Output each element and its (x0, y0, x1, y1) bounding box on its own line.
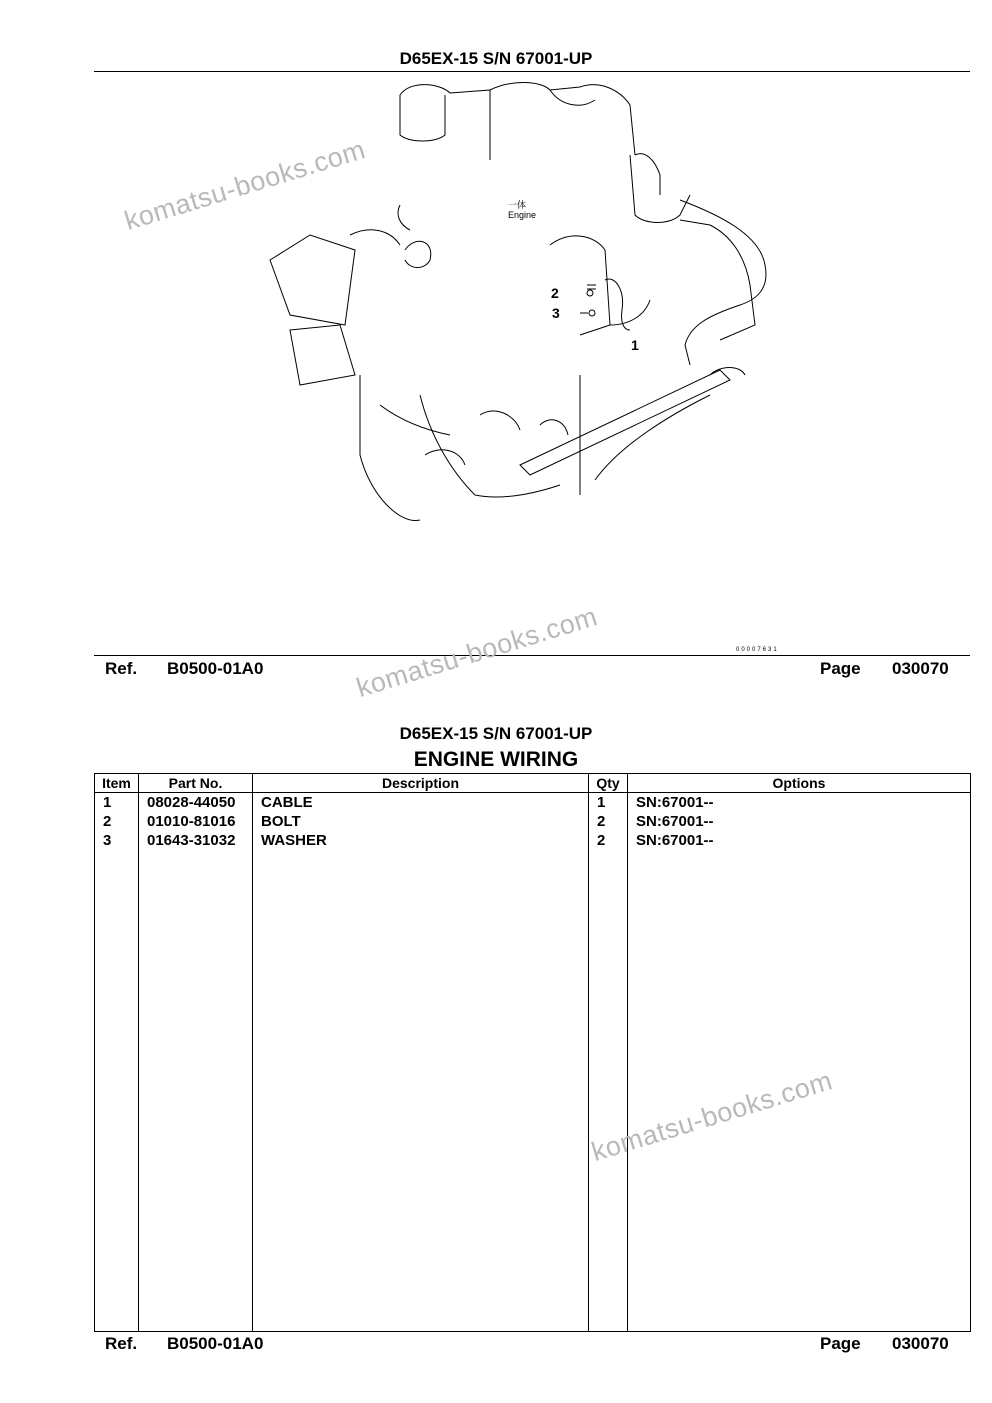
watermark-1: komatsu-books.com (120, 134, 369, 237)
cell-item: 2 (95, 812, 139, 831)
engine-label-line2: Engine (508, 210, 537, 220)
footer-rule-top (94, 655, 970, 656)
drawing-code: 00007631 (736, 647, 779, 653)
engine-label-line1: 一体 (508, 200, 527, 210)
header-item: Item (95, 774, 139, 793)
watermark-3: komatsu-books.com (587, 1065, 836, 1168)
header-part-no: Part No. (139, 774, 253, 793)
callout-1: 1 (631, 337, 639, 353)
ref-label-bottom: Ref. (105, 1334, 138, 1353)
cell-item: 1 (95, 793, 139, 813)
page-label-bottom: Page (820, 1334, 861, 1353)
table-row (95, 812, 971, 831)
cell-options: SN:67001-- (628, 812, 971, 831)
section-title: ENGINE WIRING (413, 748, 579, 771)
page-label-top: Page (820, 659, 861, 678)
watermark-2: komatsu-books.com (352, 601, 601, 704)
callout-2: 2 (551, 285, 559, 301)
cell-qty: 1 (589, 793, 628, 813)
cell-part-no: 01010-81016 (139, 812, 253, 831)
header-options: Options (628, 774, 971, 793)
cell-qty: 2 (589, 831, 628, 850)
page-value-bottom: 030070 (892, 1334, 949, 1353)
ref-value-bottom: B0500-01A0 (167, 1334, 264, 1353)
cell-part-no: 01643-31032 (139, 831, 253, 850)
ref-value-top: B0500-01A0 (167, 659, 264, 678)
table-row (95, 793, 971, 813)
cell-options: SN:67001-- (628, 831, 971, 850)
callout-3: 3 (552, 305, 560, 321)
cell-item: 3 (95, 831, 139, 850)
cell-part-no: 08028-44050 (139, 793, 253, 813)
header-rule-top (94, 71, 970, 72)
cell-qty: 2 (589, 812, 628, 831)
table-filler-row (95, 850, 971, 1332)
cell-options: SN:67001-- (628, 793, 971, 813)
table-header-row (95, 774, 971, 793)
cell-description: BOLT (253, 812, 589, 831)
parts-table (94, 773, 971, 1332)
header-description: Description (253, 774, 589, 793)
page-value-top: 030070 (892, 659, 949, 678)
ref-label-top: Ref. (105, 659, 138, 678)
cell-description: WASHER (253, 831, 589, 850)
cell-description: CABLE (253, 793, 589, 813)
model-title-bottom: D65EX-15 S/N 67001-UP (399, 724, 593, 743)
header-qty: Qty (589, 774, 628, 793)
model-title-top: D65EX-15 S/N 67001-UP (399, 49, 593, 68)
table-row (95, 831, 971, 850)
